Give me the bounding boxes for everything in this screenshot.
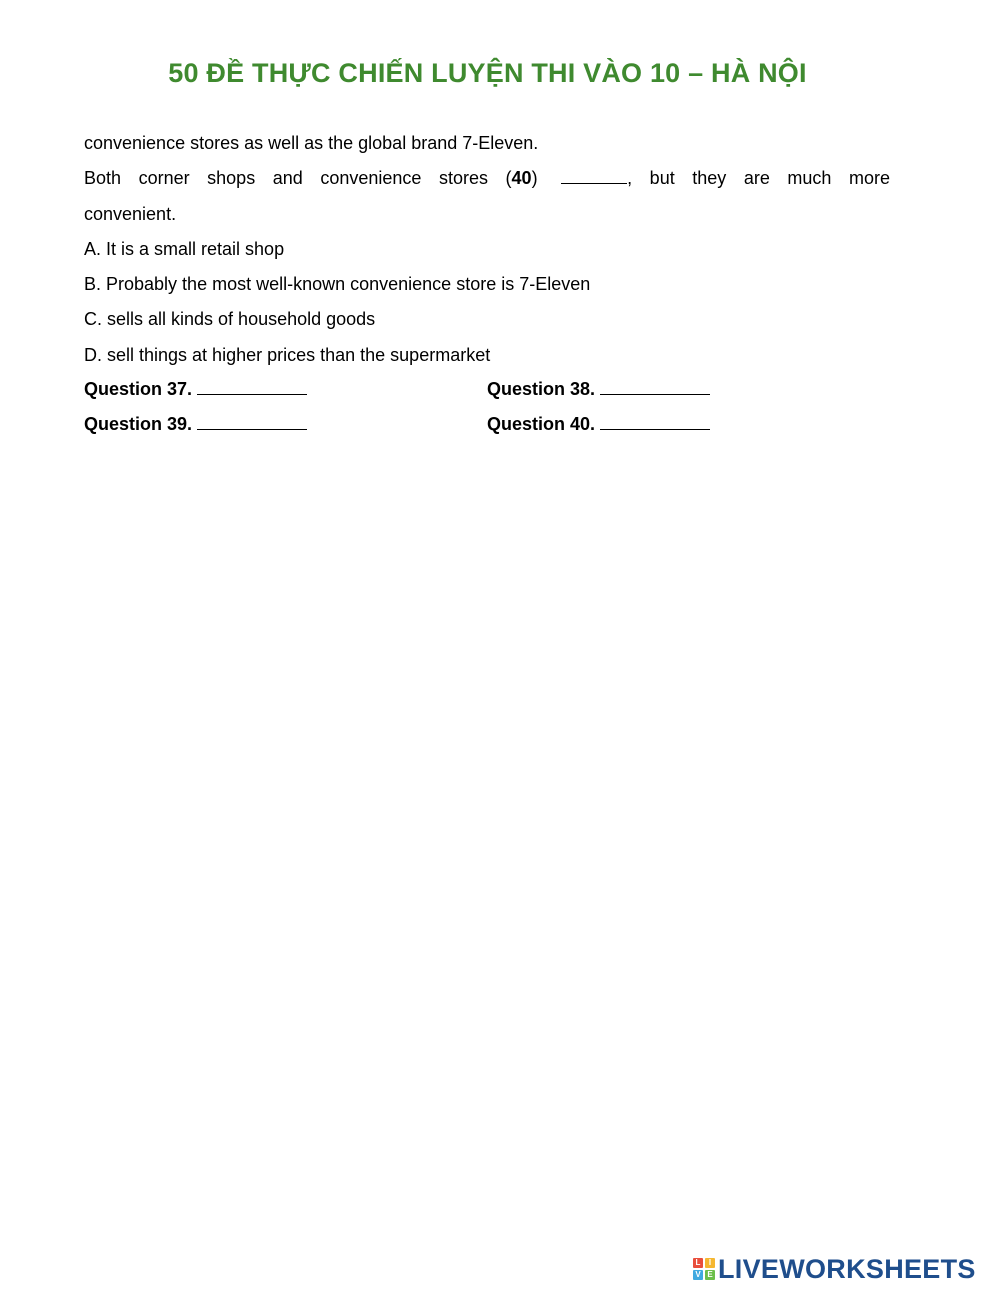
option-d: D. sell things at higher prices than the supermarket xyxy=(84,344,491,365)
logo-block-i: I xyxy=(705,1258,715,1268)
answer-grid xyxy=(84,372,890,443)
question-40 xyxy=(487,407,890,442)
passage-text: ) xyxy=(531,168,538,189)
option-c: C. sells all kinds of household goods xyxy=(84,309,376,330)
question-label: Question 37. xyxy=(84,379,193,399)
passage-content xyxy=(84,126,890,373)
passage-text: Both corner shops and convenience stores ( xyxy=(84,168,512,189)
question-39 xyxy=(84,407,487,442)
question-38 xyxy=(487,372,890,407)
logo-blocks-icon xyxy=(693,1258,715,1280)
question-39-answer-field[interactable] xyxy=(197,415,307,430)
passage-text: convenient. xyxy=(84,203,177,224)
passage-justified-line xyxy=(84,161,890,196)
question-38-answer-field[interactable] xyxy=(600,380,710,395)
question-37-answer-field[interactable] xyxy=(197,380,307,395)
question-37 xyxy=(84,372,487,407)
passage-paragraph-40 xyxy=(84,161,890,232)
passage-text: , but they are much more xyxy=(627,168,890,189)
page-title: 50 ĐỀ THỰC CHIẾN LUYỆN THI VÀO 10 – HÀ NỘI xyxy=(168,58,807,88)
logo-block-v: V xyxy=(693,1270,703,1280)
option-a: A. It is a small retail shop xyxy=(84,238,285,259)
question-label: Question 40. xyxy=(487,414,596,435)
logo-text: LIVEWORKSHEETS xyxy=(718,1253,976,1284)
passage-line: convenience stores as well as the global brand 7-Eleven. xyxy=(84,133,539,153)
question-40-answer-field[interactable] xyxy=(600,415,710,430)
option-b: B. Probably the most well-known convenience store is 7-Eleven xyxy=(84,274,591,295)
question-label: Question 39. xyxy=(84,414,193,435)
logo-block-l: L xyxy=(693,1258,703,1268)
answer-row xyxy=(84,407,890,442)
answer-gap-blank[interactable] xyxy=(561,169,627,184)
question-label: Question 38. xyxy=(487,379,596,399)
logo-block-e: E xyxy=(705,1270,715,1280)
answer-row xyxy=(84,372,890,407)
gap-number: 40 xyxy=(511,168,532,189)
liveworksheets-logo xyxy=(693,1255,976,1283)
